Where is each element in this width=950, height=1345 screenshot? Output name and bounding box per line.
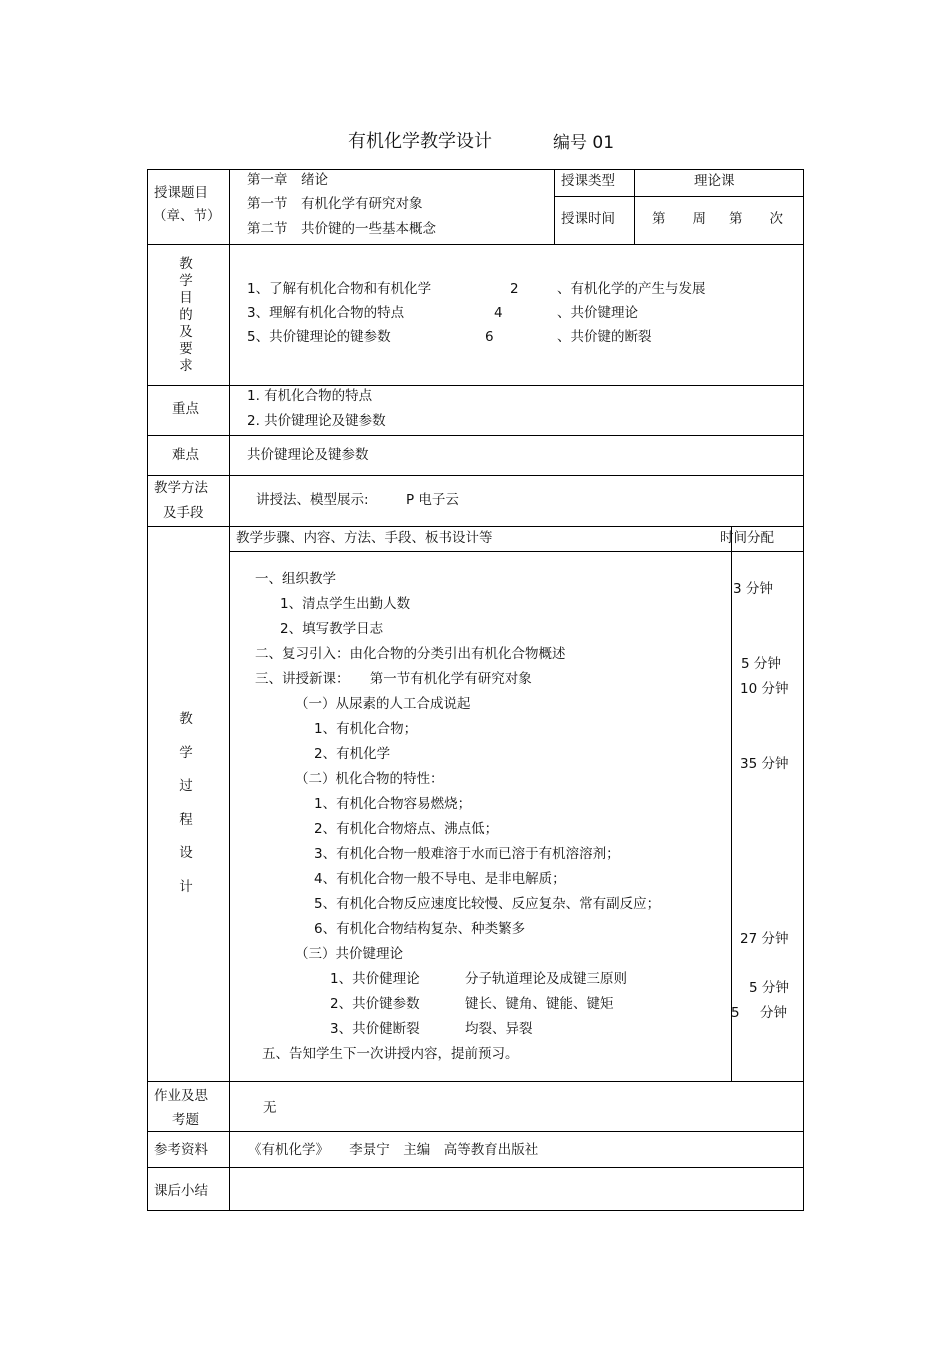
row-line bbox=[147, 1081, 804, 1082]
lesson-session: 第 次 bbox=[729, 211, 783, 227]
objective-4: 、共价键理论 bbox=[557, 305, 638, 321]
process-line: 1、清点学生出勤人数 bbox=[280, 596, 411, 612]
process-line: （二）机化合物的特性： bbox=[295, 771, 444, 787]
row-line bbox=[147, 475, 804, 476]
lesson-type-value: 理论课 bbox=[694, 173, 735, 189]
process-line: 一、组织教学 bbox=[255, 571, 336, 587]
process-line: 5、有机化合物反应速度比较慢、反应复杂、常有副反应； bbox=[314, 896, 661, 912]
process-line: 6、有机化合物结构复杂、种类繁多 bbox=[314, 921, 526, 937]
process-sub-note: 均裂、异裂 bbox=[465, 1021, 533, 1037]
objective-6: 、共价键的断裂 bbox=[557, 329, 652, 345]
row-line bbox=[147, 435, 804, 436]
method-text: 讲授法、模型展示: bbox=[256, 492, 369, 508]
row-line bbox=[229, 551, 804, 552]
process-label: 教 学 过 程 设 计 bbox=[179, 711, 193, 895]
row-line bbox=[147, 526, 804, 527]
difficult-label: 难点 bbox=[172, 447, 199, 463]
process-line: 3、有机化合物一般难溶于水而已溶于有机溶溶剂； bbox=[314, 846, 620, 862]
lesson-type-label: 授课类型 bbox=[561, 173, 615, 189]
process-line: 2、有机化合物熔点、沸点低； bbox=[314, 821, 499, 837]
time-allocation-unit: 分钟 bbox=[760, 1005, 787, 1021]
reference-text: 《有机化学》 李景宁 主编 高等教育出版社 bbox=[248, 1142, 539, 1158]
row-line bbox=[147, 169, 804, 170]
key-points-label: 重点 bbox=[172, 401, 199, 417]
topic-line-2: 第一节 有机化学有研究对象 bbox=[247, 196, 423, 212]
time-allocation: 3 分钟 bbox=[733, 581, 773, 597]
reference-label: 参考资料 bbox=[154, 1142, 208, 1158]
time-allocation: 10 分钟 bbox=[740, 681, 789, 697]
homework-label: 作业及思 bbox=[154, 1088, 208, 1104]
process-line: 2、有机化学 bbox=[314, 746, 391, 762]
time-column-divider bbox=[731, 526, 732, 1081]
process-line: 1、有机化合物； bbox=[314, 721, 418, 737]
page-title: 有机化学教学设计 bbox=[348, 131, 492, 152]
topic-line-1: 第一章 绪论 bbox=[247, 172, 328, 188]
process-line: 2、共价键参数 bbox=[330, 996, 420, 1012]
lesson-time-label: 授课时间 bbox=[561, 211, 615, 227]
time-allocation: 5 分钟 bbox=[741, 656, 781, 672]
time-allocation: 35 分钟 bbox=[740, 756, 789, 772]
time-allocation-num: 5 bbox=[731, 1005, 740, 1021]
process-header-time: 时间分配 bbox=[720, 530, 774, 546]
topic-label: 授课题目 bbox=[154, 185, 208, 201]
objective-num-4: 4 bbox=[494, 305, 503, 321]
column-divider bbox=[634, 169, 635, 244]
method-label: 教学方法 bbox=[154, 480, 208, 496]
process-header-steps: 教学步骤、内容、方法、手段、板书设计等 bbox=[236, 530, 493, 546]
row-line bbox=[147, 1167, 804, 1168]
process-line: 3、共价健断裂 bbox=[330, 1021, 420, 1037]
difficult-text: 共价键理论及键参数 bbox=[247, 447, 369, 463]
document-code: 编号 01 bbox=[553, 133, 615, 153]
table-border-left bbox=[147, 169, 148, 1211]
method-label-sub: 及手段 bbox=[163, 505, 204, 521]
objectives-label: 教 学 目 的 及 要 求 bbox=[179, 256, 193, 374]
time-allocation: 27 分钟 bbox=[740, 931, 789, 947]
objective-5: 5、共价键理论的键参数 bbox=[247, 329, 391, 345]
row-line bbox=[554, 196, 804, 197]
key-point-1: 1. 有机化合物的特点 bbox=[247, 388, 373, 404]
row-line bbox=[147, 1210, 804, 1211]
process-line: （一）从尿素的人工合成说起 bbox=[295, 696, 471, 712]
process-sub-note: 键长、键角、键能、键矩 bbox=[465, 996, 614, 1012]
row-line bbox=[147, 1131, 804, 1132]
topic-label-sub: （章、节） bbox=[153, 208, 221, 224]
table-border-right bbox=[803, 169, 804, 1211]
homework-label-sub: 考题 bbox=[172, 1112, 199, 1128]
process-line: 三、讲授新课： 第一节有机化学有研究对象 bbox=[255, 671, 532, 687]
process-line: 4、有机化合物一般不导电、是非电解质； bbox=[314, 871, 566, 887]
objective-3: 3、理解有机化合物的特点 bbox=[247, 305, 405, 321]
process-line: 1、有机化合物容易燃烧； bbox=[314, 796, 472, 812]
objective-1: 1、了解有机化合物和有机化学 bbox=[247, 281, 432, 297]
process-line: 2、填写教学日志 bbox=[280, 621, 384, 637]
topic-line-3: 第二节 共价键的一些基本概念 bbox=[247, 221, 436, 237]
objective-num-2: 2 bbox=[510, 281, 519, 297]
lesson-week: 第 周 bbox=[652, 211, 706, 227]
process-line: 五、告知学生下一次讲授内容，提前预习。 bbox=[262, 1046, 519, 1062]
process-line: 1、共价健理论 bbox=[330, 971, 420, 987]
process-line: 二、复习引入：由化合物的分类引出有机化合物概述 bbox=[255, 646, 566, 662]
summary-label: 课后小结 bbox=[154, 1183, 208, 1199]
row-line bbox=[147, 385, 804, 386]
label-column-divider bbox=[229, 169, 230, 1211]
process-line: （三）共价键理论 bbox=[295, 946, 403, 962]
objective-2: 、有机化学的产生与发展 bbox=[557, 281, 706, 297]
process-sub-note: 分子轨道理论及成键三原则 bbox=[465, 971, 627, 987]
homework-text: 无 bbox=[263, 1100, 277, 1116]
key-point-2: 2. 共价键理论及键参数 bbox=[247, 413, 386, 429]
objective-num-6: 6 bbox=[485, 329, 494, 345]
method-extra: P 电子云 bbox=[406, 492, 459, 508]
time-allocation: 5 分钟 bbox=[749, 980, 789, 996]
column-divider bbox=[554, 169, 555, 244]
row-line bbox=[147, 244, 804, 245]
